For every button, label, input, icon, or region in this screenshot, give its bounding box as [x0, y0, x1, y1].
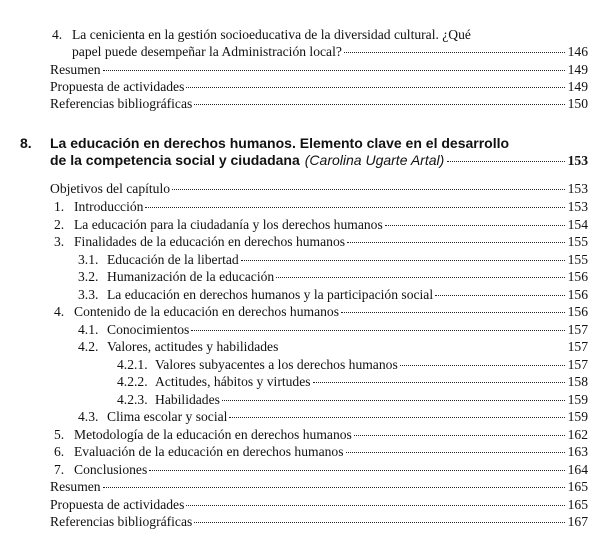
toc-page-number: 156 [567, 304, 588, 319]
toc-entry-label: Actitudes, hábitos y virtudes [155, 374, 311, 389]
toc-entry-number: 4.2.3. [117, 392, 148, 407]
toc-page-number: 153 [567, 199, 588, 214]
leader-dots [341, 312, 565, 313]
toc-entry-4-line2 [72, 43, 588, 60]
toc-entry-label: Propuesta de actividades [50, 497, 185, 512]
leader-dots [229, 417, 564, 418]
toc-entry-2 [54, 216, 588, 233]
chapter-page-number: 153 [567, 153, 588, 168]
leader-dots [344, 52, 565, 53]
toc-entry-propuesta-prev [50, 78, 588, 95]
toc-page-number: 150 [567, 96, 588, 111]
leader-dots [191, 330, 564, 331]
leader-dots [280, 347, 564, 348]
leader-dots [222, 400, 565, 401]
leader-dots [435, 295, 564, 296]
toc-page-number: 155 [567, 234, 588, 249]
chapter-number: 8. [20, 135, 32, 151]
toc-page-number: 159 [567, 392, 588, 407]
toc-page-number: 164 [567, 462, 588, 477]
toc-entry-number: 4.1. [78, 322, 99, 337]
toc-entry-referencias [50, 513, 588, 530]
toc-entry-label: Referencias bibliográficas [50, 514, 193, 529]
toc-entry-label: La educación en derechos humanos y la participación social [107, 287, 434, 302]
toc-entry-4-2 [78, 338, 588, 355]
toc-entry-label: Contenido de la educación en derechos humanos [74, 304, 339, 319]
toc-entry-number: 5. [54, 427, 65, 442]
leader-dots [347, 242, 565, 243]
toc-page-number: 154 [567, 217, 588, 232]
toc-entry-6 [54, 443, 588, 460]
chapter-author: (Carolina Ugarte Artal) [304, 152, 445, 168]
leader-dots [447, 161, 564, 162]
leader-dots [186, 87, 564, 88]
toc-entry-number: 4. [52, 27, 63, 42]
leader-dots [276, 277, 564, 278]
leader-dots [186, 505, 564, 506]
toc-page-number: 153 [567, 181, 588, 196]
leader-dots [194, 522, 564, 523]
toc-entry-number: 3.2. [78, 269, 99, 284]
leader-dots [385, 225, 565, 226]
chapter-title-line1: La educación en derechos humanos. Elemento clave en el desarrollo [50, 135, 510, 151]
toc-entry-label: Propuesta de actividades [50, 79, 185, 94]
toc-entry-label: Educación de la libertad [107, 252, 239, 267]
toc-entry-4-2-3 [117, 391, 588, 408]
toc-entry-number: 7. [54, 462, 65, 477]
toc-page-number: 155 [567, 252, 588, 267]
toc-page-number: 156 [567, 269, 588, 284]
toc-entry-label-continued: papel puede desempeñar la Administración local? [72, 44, 342, 59]
leader-dots [103, 70, 565, 71]
toc-entry-label: Referencias bibliográficas [50, 96, 193, 111]
toc-page-number: 149 [567, 79, 588, 94]
toc-page-number: 157 [567, 322, 588, 337]
toc-entry-propuesta [50, 496, 588, 513]
toc-entry-label: Objetivos del capítulo [50, 181, 171, 196]
toc-entry-3 [54, 233, 588, 250]
chapter-title-line2 [50, 152, 588, 169]
toc-entry-number: 4.3. [78, 409, 99, 424]
chapter-title-text: de la competencia social y ciudadana [50, 152, 300, 168]
toc-page-number: 146 [567, 44, 588, 59]
toc-entry-label: Introducción [74, 199, 144, 214]
toc-entry-label: Resumen [50, 479, 101, 494]
toc-entry-label: La educación para la ciudadanía y los derechos humanos [74, 217, 383, 232]
toc-entry-number: 4.2. [78, 339, 99, 354]
toc-page-number: 162 [567, 427, 588, 442]
leader-dots [241, 260, 565, 261]
toc-page-number: 167 [567, 514, 588, 529]
toc-entry-label: Resumen [50, 62, 101, 77]
toc-entry-4-2-2 [117, 373, 588, 390]
toc-entry-resumen-prev [50, 61, 588, 78]
toc-entry-label: Conclusiones [74, 462, 148, 477]
toc-page-number: 165 [567, 479, 588, 494]
toc-entry-4-1 [78, 321, 588, 338]
toc-page-number: 165 [567, 497, 588, 512]
leader-dots [172, 189, 565, 190]
leader-dots [103, 487, 565, 488]
toc-entry-label: Finalidades de la educación en derechos humanos [74, 234, 346, 249]
toc-page-number: 163 [567, 444, 588, 459]
toc-entry-3-3 [78, 286, 588, 303]
toc-entry-4-2-1 [117, 356, 588, 373]
toc-entry-4-3 [78, 408, 588, 425]
toc-page-number: 157 [567, 357, 588, 372]
toc-entry-number: 1. [54, 199, 65, 214]
toc-entry-resumen [50, 478, 588, 495]
toc-entry-label: Metodología de la educación en derechos humanos [74, 427, 352, 442]
toc-page-number: 159 [567, 409, 588, 424]
toc-entry-number: 4.2.1. [117, 357, 148, 372]
toc-entry-3-2 [78, 268, 588, 285]
toc-entry-number: 4. [54, 304, 65, 319]
toc-entry-label: La cenicienta en la gestión socioeducativa de la diversidad cultural. ¿Qué [72, 27, 471, 42]
toc-page-number: 158 [567, 374, 588, 389]
toc-page-number: 157 [567, 339, 588, 354]
toc-entry-number: 3.1. [78, 252, 99, 267]
leader-dots [149, 470, 564, 471]
toc-entry-label: Valores subyacentes a los derechos humanos [155, 357, 398, 372]
toc-entry-4-line1 [52, 26, 598, 43]
toc-entry-label: Evaluación de la educación en derechos humanos [74, 444, 344, 459]
toc-entry-label: Habilidades [155, 392, 220, 407]
leader-dots [145, 207, 564, 208]
toc-page-number: 149 [567, 62, 588, 77]
toc-entry-1 [54, 198, 588, 215]
leader-dots [354, 435, 565, 436]
toc-entry-number: 6. [54, 444, 65, 459]
toc-entry-referencias-prev [50, 95, 588, 112]
toc-entry-label: Humanización de la educación [107, 269, 275, 284]
leader-dots [400, 365, 565, 366]
toc-entry-number: 4.2.2. [117, 374, 148, 389]
leader-dots [313, 382, 565, 383]
toc-page-number: 156 [567, 287, 588, 302]
toc-entry-label: Clima escolar y social [107, 409, 228, 424]
toc-entry-3-1 [78, 251, 588, 268]
toc-entry-5 [54, 426, 588, 443]
toc-entry-4 [54, 303, 588, 320]
toc-entry-objetivos [50, 180, 588, 197]
toc-entry-label: Valores, actitudes y habilidades [107, 339, 279, 354]
toc-entry-number: 3.3. [78, 287, 99, 302]
leader-dots [194, 104, 564, 105]
toc-entry-number: 2. [54, 217, 65, 232]
leader-dots [346, 452, 565, 453]
toc-entry-7 [54, 461, 588, 478]
toc-entry-label: Conocimientos [107, 322, 190, 337]
toc-entry-number: 3. [54, 234, 65, 249]
